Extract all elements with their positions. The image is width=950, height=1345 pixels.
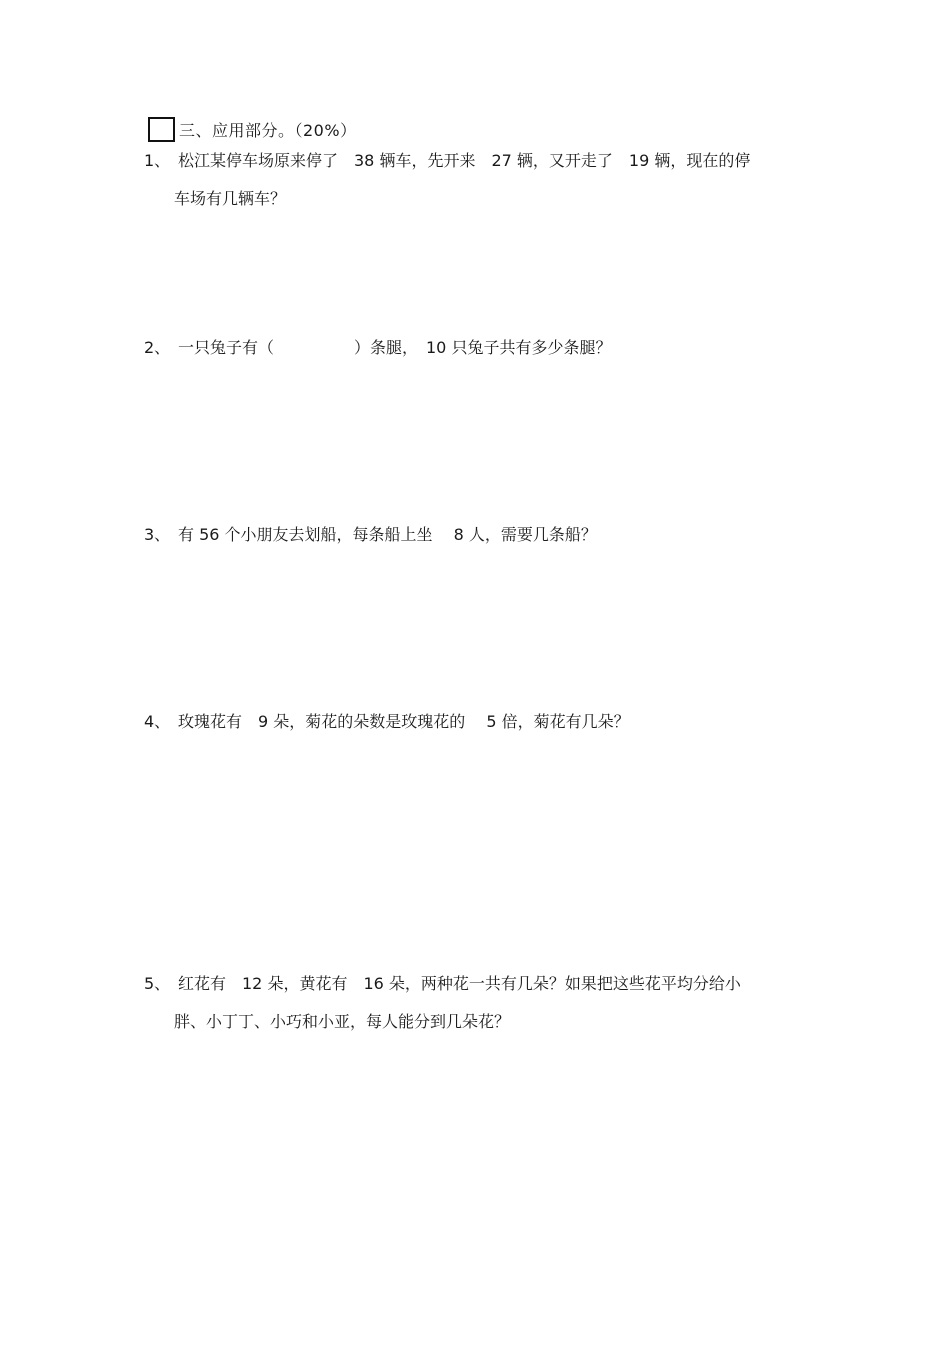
question-3 [144, 523, 824, 547]
question-text: 玫瑰花有 9 朵，菊花的朵数是玫瑰花的 5 倍，菊花有几朵？ [178, 712, 630, 731]
question-text-continued: 胖、小丁丁、小巧和小亚，每人能分到几朵花？ [174, 1012, 511, 1031]
question-text: 红花有 12 朵，黄花有 16 朵，两种花一共有几朵？如果把这些花平均分给小 [178, 974, 741, 993]
question-2 [144, 336, 824, 360]
section-header [148, 115, 357, 143]
question-number: 5、 [144, 974, 171, 993]
question-number: 3、 [144, 525, 171, 544]
question-text: 一只兔子有（ ）条腿， 10 只兔子共有多少条腿？ [178, 338, 612, 357]
question-text: 松江某停车场原来停了 38 辆车，先开来 27 辆，又开走了 19 辆，现在的停 [178, 151, 751, 170]
section-title: 三、应用部分。（20%） [179, 120, 357, 140]
question-5 [144, 972, 824, 1034]
question-number: 1、 [144, 151, 171, 170]
question-text-continued: 车场有几辆车？ [174, 189, 287, 208]
score-box [148, 117, 175, 142]
question-number: 2、 [144, 338, 171, 357]
question-text: 有 56 个小朋友去划船，每条船上坐 8 人，需要几条船？ [178, 525, 597, 544]
question-1 [144, 149, 824, 211]
question-4 [144, 710, 824, 734]
question-number: 4、 [144, 712, 171, 731]
